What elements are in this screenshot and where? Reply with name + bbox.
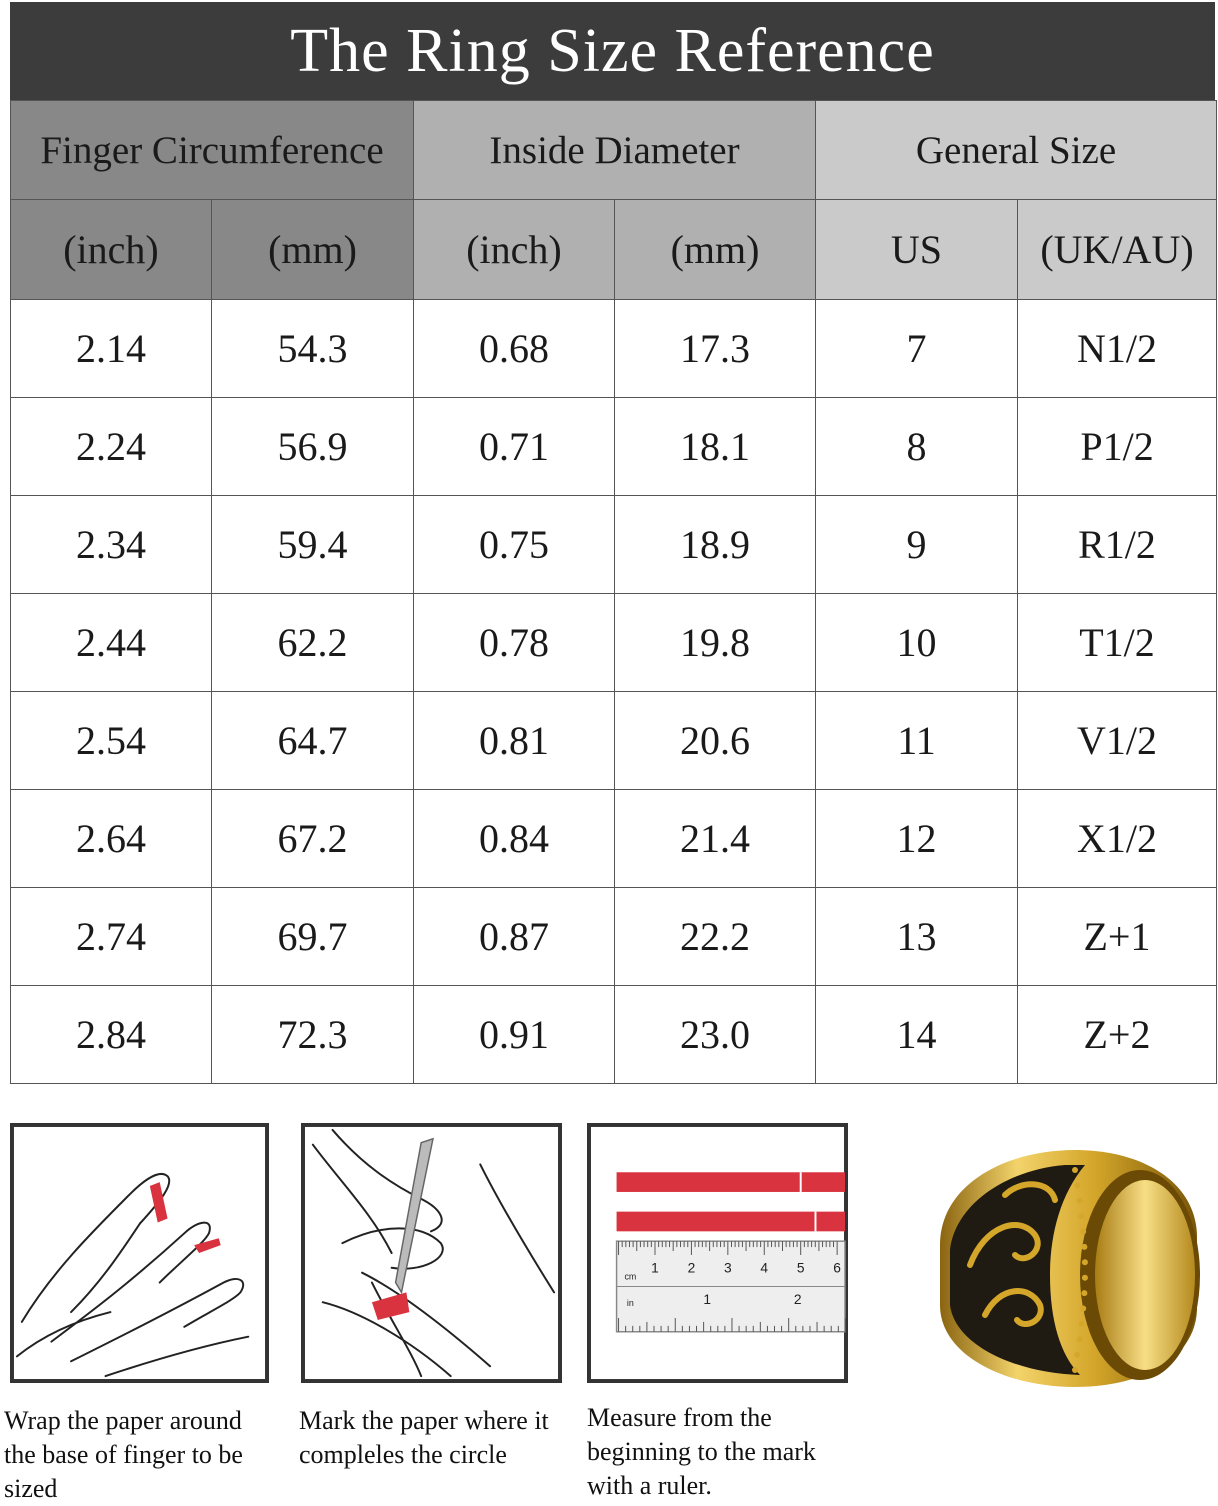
table-cell: 2.44 xyxy=(11,594,212,692)
step-mark-caption: Mark the paper where it compleles the circle xyxy=(299,1406,549,1469)
table-cell: 0.68 xyxy=(414,300,615,398)
table-cell: X1/2 xyxy=(1018,790,1217,888)
table-cell: 0.78 xyxy=(414,594,615,692)
table-cell: 2.34 xyxy=(11,496,212,594)
table-body xyxy=(11,300,1217,1084)
header-inside-diameter: Inside Diameter xyxy=(414,101,816,200)
ruler-cm-label: 1 xyxy=(651,1260,659,1276)
table-cell: 59.4 xyxy=(212,496,414,594)
gold-ring-image xyxy=(925,1125,1210,1395)
table-cell: 0.87 xyxy=(414,888,615,986)
table-cell: 20.6 xyxy=(615,692,816,790)
table-cell: 0.84 xyxy=(414,790,615,888)
step-mark-illustration xyxy=(301,1123,562,1388)
table-cell: 8 xyxy=(816,398,1018,496)
ruler-inch-label: 2 xyxy=(793,1292,802,1308)
table-cell: T1/2 xyxy=(1018,594,1217,692)
unit-header: (UK/AU) xyxy=(1018,200,1217,300)
table-cell: 12 xyxy=(816,790,1018,888)
ruler-cm-label: 4 xyxy=(760,1260,769,1276)
table-cell: Z+1 xyxy=(1018,888,1217,986)
table-cell: 0.71 xyxy=(414,398,615,496)
table-row xyxy=(11,692,1217,790)
ruler-cm-label: 5 xyxy=(796,1260,805,1276)
ring-size-table xyxy=(10,100,1217,1084)
table-cell: 21.4 xyxy=(615,790,816,888)
step-measure-illustration xyxy=(587,1123,848,1388)
table-cell: 9 xyxy=(816,496,1018,594)
table-row xyxy=(11,790,1217,888)
table-cell: 2.14 xyxy=(11,300,212,398)
unit-header: (mm) xyxy=(212,200,414,300)
table-cell: V1/2 xyxy=(1018,692,1217,790)
ruler-cm-label: 3 xyxy=(724,1260,732,1276)
ruler-inch-unit: in xyxy=(626,1298,634,1309)
ruler-icon xyxy=(587,1123,848,1383)
table-row xyxy=(11,300,1217,398)
table-cell: Z+2 xyxy=(1018,986,1217,1084)
unit-header: US xyxy=(816,200,1018,300)
table-cell: P1/2 xyxy=(1018,398,1217,496)
header-general-size: General Size xyxy=(816,101,1217,200)
table-cell: 2.64 xyxy=(11,790,212,888)
table-cell: 7 xyxy=(816,300,1018,398)
table-row xyxy=(11,496,1217,594)
table-cell: 0.75 xyxy=(414,496,615,594)
header-finger-circumference: Finger Circumference xyxy=(11,101,414,200)
table-cell: 2.74 xyxy=(11,888,212,986)
ruler-inch-label: 1 xyxy=(703,1292,711,1308)
unit-header: (inch) xyxy=(414,200,615,300)
table-row xyxy=(11,986,1217,1084)
step-wrap-illustration xyxy=(10,1123,269,1388)
table-cell: 69.7 xyxy=(212,888,414,986)
table-cell: 18.9 xyxy=(615,496,816,594)
ruler-cm-unit: cm xyxy=(624,1271,637,1282)
table-cell: 72.3 xyxy=(212,986,414,1084)
table-cell: 22.2 xyxy=(615,888,816,986)
table-cell: 13 xyxy=(816,888,1018,986)
page-title: The Ring Size Reference xyxy=(10,2,1215,100)
step-wrap-caption: Wrap the paper around the base of finger to be sized xyxy=(4,1406,243,1503)
ruler-cm-label: 2 xyxy=(687,1260,696,1276)
unit-header: (inch) xyxy=(11,200,212,300)
table-cell: 62.2 xyxy=(212,594,414,692)
table-cell: 0.81 xyxy=(414,692,615,790)
unit-header: (mm) xyxy=(615,200,816,300)
table-row xyxy=(11,888,1217,986)
table-cell: 2.54 xyxy=(11,692,212,790)
table-cell: 2.84 xyxy=(11,986,212,1084)
table-cell: 2.24 xyxy=(11,398,212,496)
table-cell: 11 xyxy=(816,692,1018,790)
ruler-cm-label: 6 xyxy=(833,1260,841,1276)
table-cell: 56.9 xyxy=(212,398,414,496)
table-cell: 18.1 xyxy=(615,398,816,496)
table-cell: N1/2 xyxy=(1018,300,1217,398)
table-cell: 14 xyxy=(816,986,1018,1084)
table-cell: 17.3 xyxy=(615,300,816,398)
table-cell: 23.0 xyxy=(615,986,816,1084)
table-cell: 54.3 xyxy=(212,300,414,398)
table-cell: 67.2 xyxy=(212,790,414,888)
table-row xyxy=(11,398,1217,496)
step-measure-caption: Measure from the beginning to the mark with a ruler. xyxy=(587,1403,816,1500)
table-cell: 0.91 xyxy=(414,986,615,1084)
table-cell: 64.7 xyxy=(212,692,414,790)
table-cell: 19.8 xyxy=(615,594,816,692)
table-row xyxy=(11,594,1217,692)
table-cell: R1/2 xyxy=(1018,496,1217,594)
pen-mark-icon xyxy=(301,1123,562,1383)
table-cell: 10 xyxy=(816,594,1018,692)
hand-wrap-icon xyxy=(10,1123,269,1383)
